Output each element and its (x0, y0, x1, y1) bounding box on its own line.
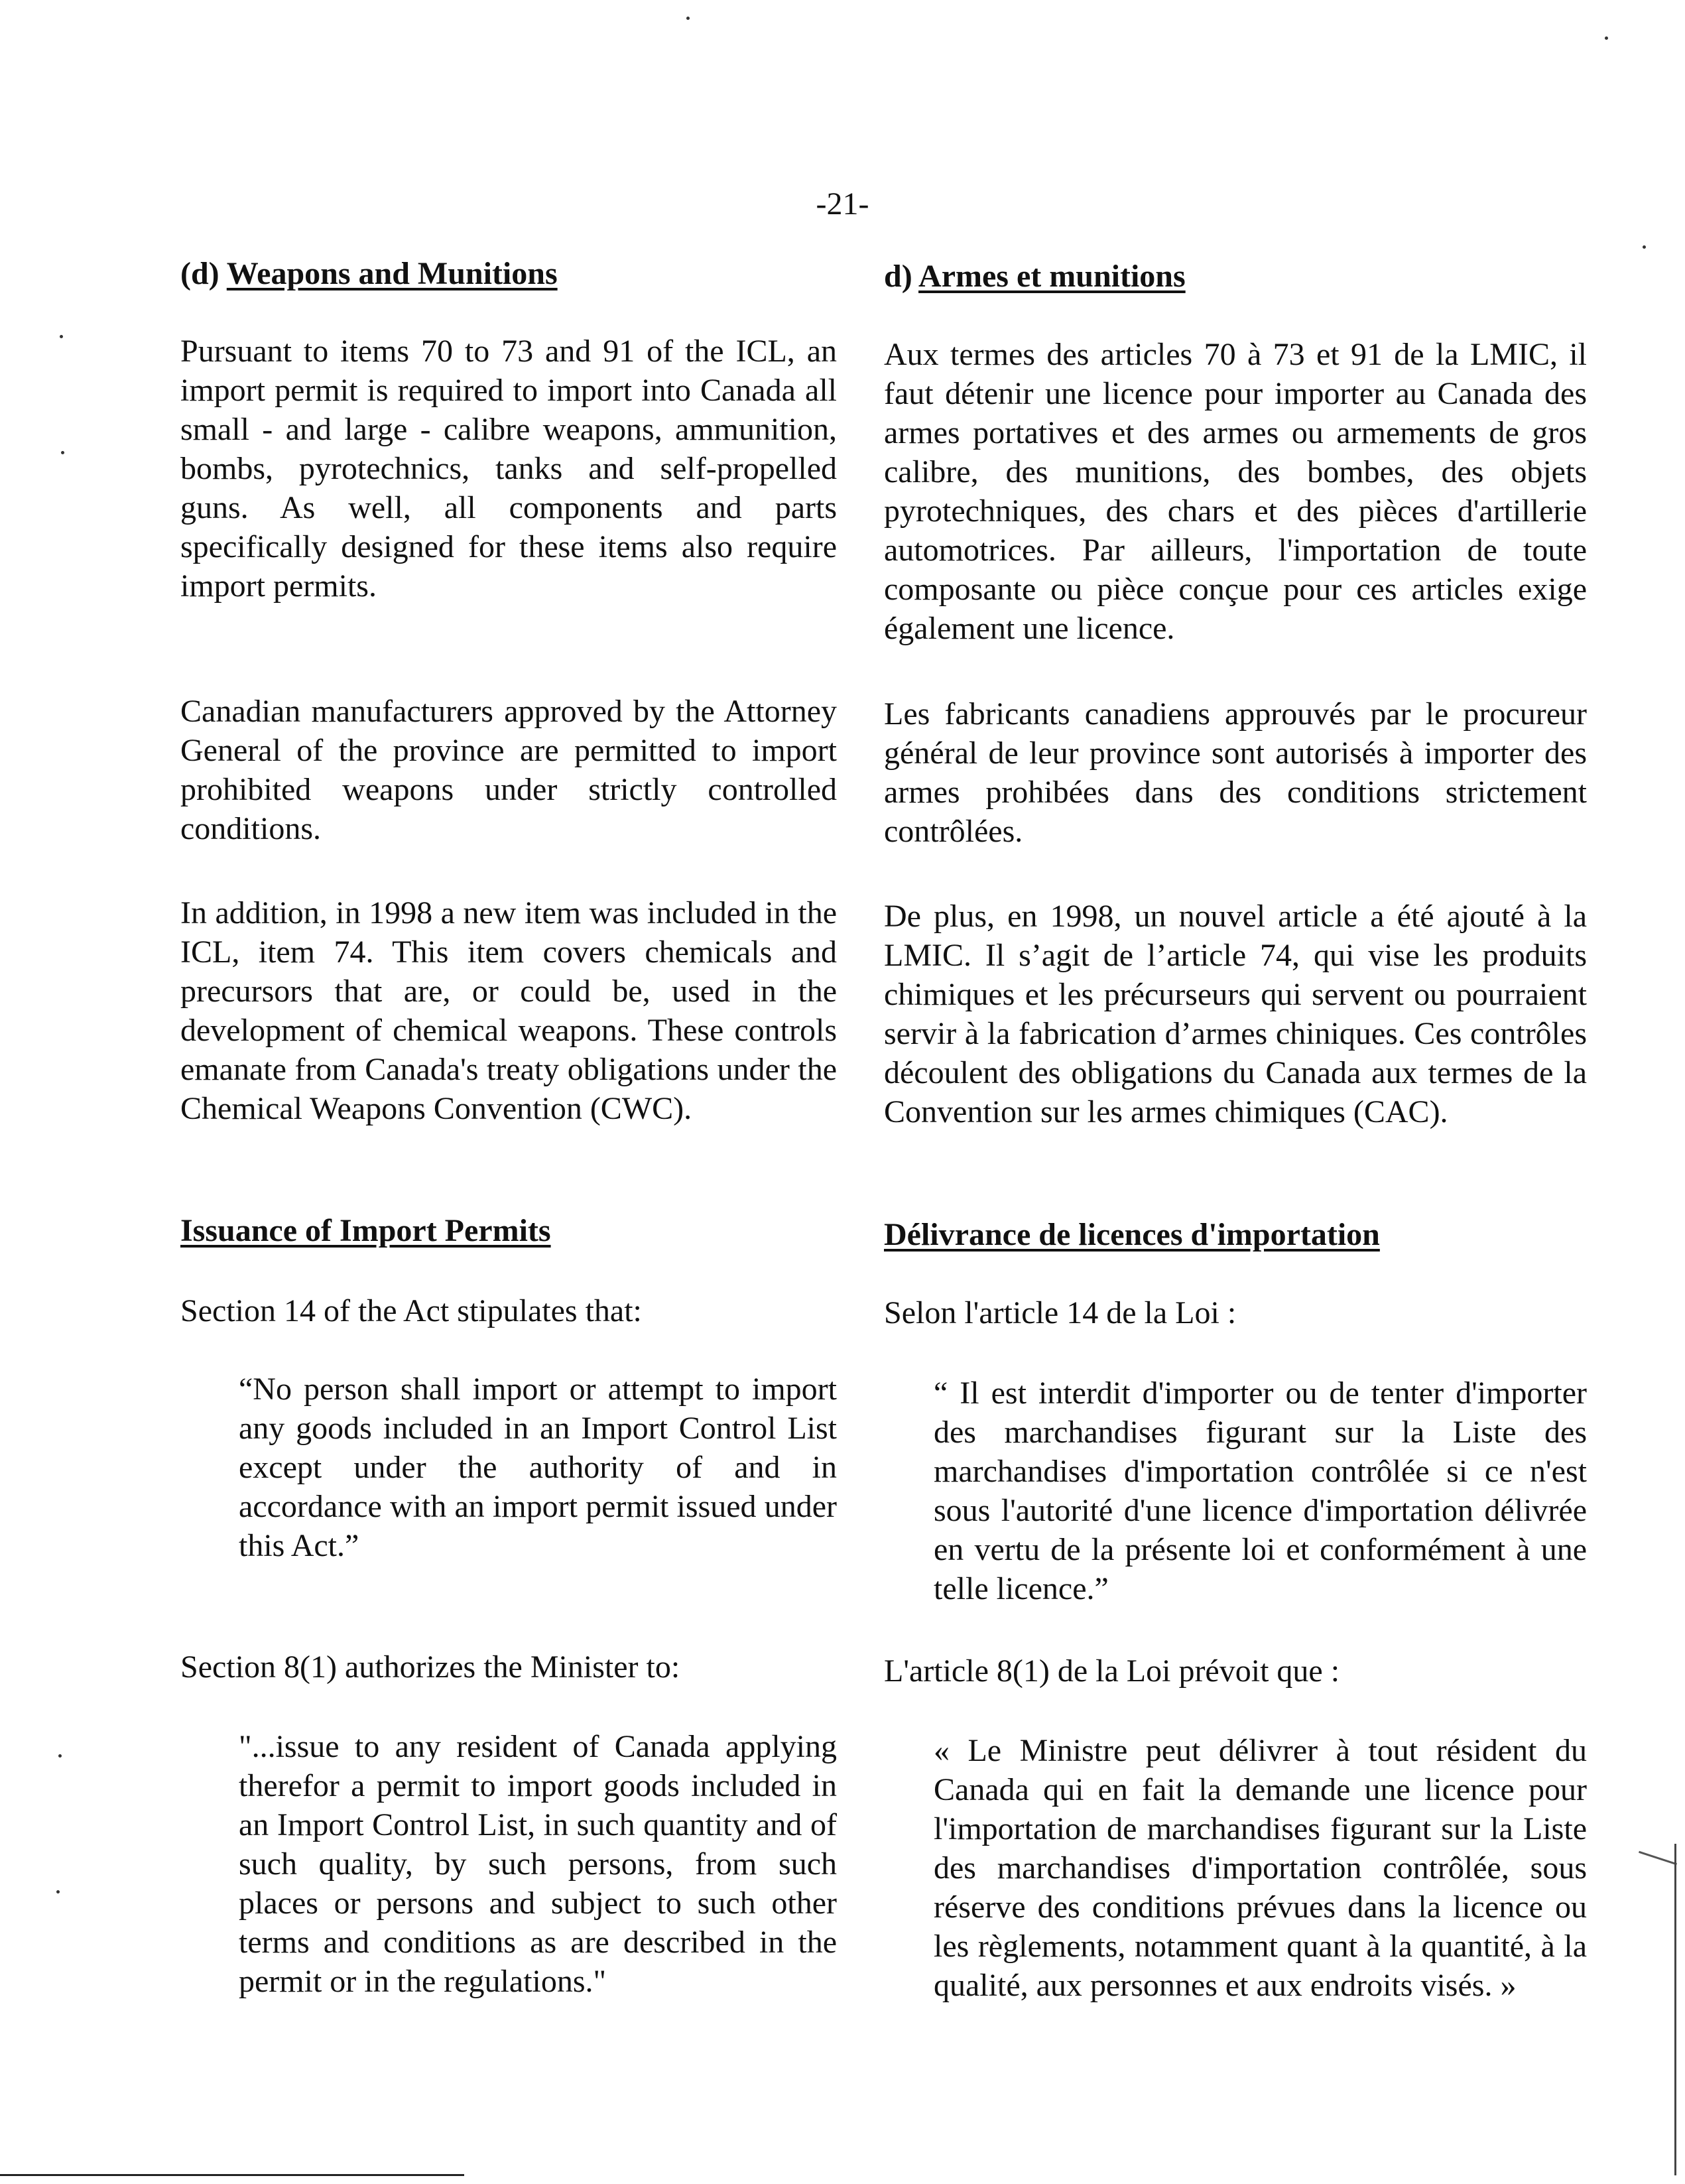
section-heading-fr (884, 257, 1587, 296)
scan-speck (1643, 245, 1646, 249)
margin-mark (1639, 1851, 1677, 1865)
scan-speck (1605, 36, 1608, 40)
subheading-fr (884, 1215, 1587, 1254)
section-heading-en (180, 254, 837, 293)
subheading-en (180, 1211, 837, 1250)
bottom-rule (0, 2174, 464, 2176)
quote-fr-2: « Le Ministre peut délivrer à tout résident du Canada qui en fait la demande une licence pour l'importation de marchandises figurant sur la Liste des marchandises d'importation contrôlée, sous réserve des conditions prévues dans la licence ou les règlements, notamment quant à la quantité, à la qualité, aux personnes et aux endroits visés. » (934, 1733, 1587, 2003)
quote-en-2: "...issue to any resident of Canada applying therefor a permit to import goods included in an Import Control List, in such quantity and of such quality, by such persons, from such places or persons and subject to such other terms and conditions as are described in the permit or in the regulations." (239, 1729, 837, 1999)
heading-title-fr: Armes et munitions (918, 259, 1186, 294)
paragraph-fr-3: De plus, en 1998, un nouvel article a été ajouté à la LMIC. Il s’agit de l’article 74, qui vise les produits chimiques et les précurseurs qui servent ou pourraient servir à la fabrication d’armes chiniques. Ces contrôles découlent des obligations du Canada aux termes de la Convention sur les armes chimiques (CAC). (884, 899, 1587, 1129)
scan-speck (61, 451, 64, 454)
paragraph-en-2: Canadian manufacturers approved by the Attorney General of the province are permitted to import prohibited weapons under strictly controlled conditions. (180, 694, 837, 846)
heading-prefix-en: (d) (180, 256, 227, 291)
heading-prefix-fr: d) (884, 259, 919, 294)
paragraph-en-1: Pursuant to items 70 to 73 and 91 of the ICL, an import permit is required to import into Canada all small - and large - calibre weapons, ammunition, bombs, pyrotechnics, tanks and self-propelled guns. As well, all components and parts specifically designed for these items also require import permits. (180, 334, 837, 604)
quote-en-1: “No person shall import or attempt to import any goods included in an Import Control List except under the authority of and in accordance with an import permit issued under this Act.” (239, 1372, 837, 1563)
quote-fr-1: “ Il est interdit d'importer ou de tenter d'importer des marchandises figurant sur la Liste des marchandises d'importation contrôlée si ce n'est sous l'autorité d'une licence d'importation délivrée en vertu de la présente loi et conformément à une telle licence.” (934, 1376, 1587, 1606)
page-number: -21- (816, 186, 869, 222)
paragraph-fr-1: Aux termes des articles 70 à 73 et 91 de la LMIC, il faut détenir une licence pour importer au Canada des armes portatives et des armes ou armements de gros calibre, des munitions, des bombes, des objets pyrotechniques, des chars et des pièces d'artillerie automotrices. Par ailleurs, l'importation de toute composante ou pièce conçue pour ces articles exige également une licence. (884, 337, 1587, 646)
scan-speck (60, 335, 63, 338)
scan-speck (686, 17, 690, 20)
heading-title-en: Weapons and Munitions (226, 256, 558, 291)
paragraph-fr-4: Selon l'article 14 de la Loi : (884, 1295, 1237, 1330)
paragraph-en-5: Section 8(1) authorizes the Minister to: (180, 1649, 680, 1685)
paragraph-en-3: In addition, in 1998 a new item was included in the ICL, item 74. This item covers chemicals and precursors that are, or could be, used in the development of chemical weapons. These controls emanate from Canada's treaty obligations under the Chemical Weapons Convention (CWC). (180, 895, 837, 1126)
margin-edge-line (1674, 1844, 1676, 2175)
subheading-title-fr: Délivrance de licences d'importation (884, 1217, 1380, 1252)
paragraph-fr-2: Les fabricants canadiens approuvés par le procureur général de leur province sont autorisés à importer des armes prohibées dans des conditions strictement contrôlées. (884, 696, 1587, 849)
scan-speck (56, 1890, 60, 1894)
paragraph-fr-5: L'article 8(1) de la Loi prévoit que : (884, 1653, 1340, 1689)
scan-speck (58, 1754, 62, 1758)
paragraph-en-4: Section 14 of the Act stipulates that: (180, 1293, 642, 1328)
subheading-title-en: Issuance of Import Permits (180, 1213, 551, 1248)
